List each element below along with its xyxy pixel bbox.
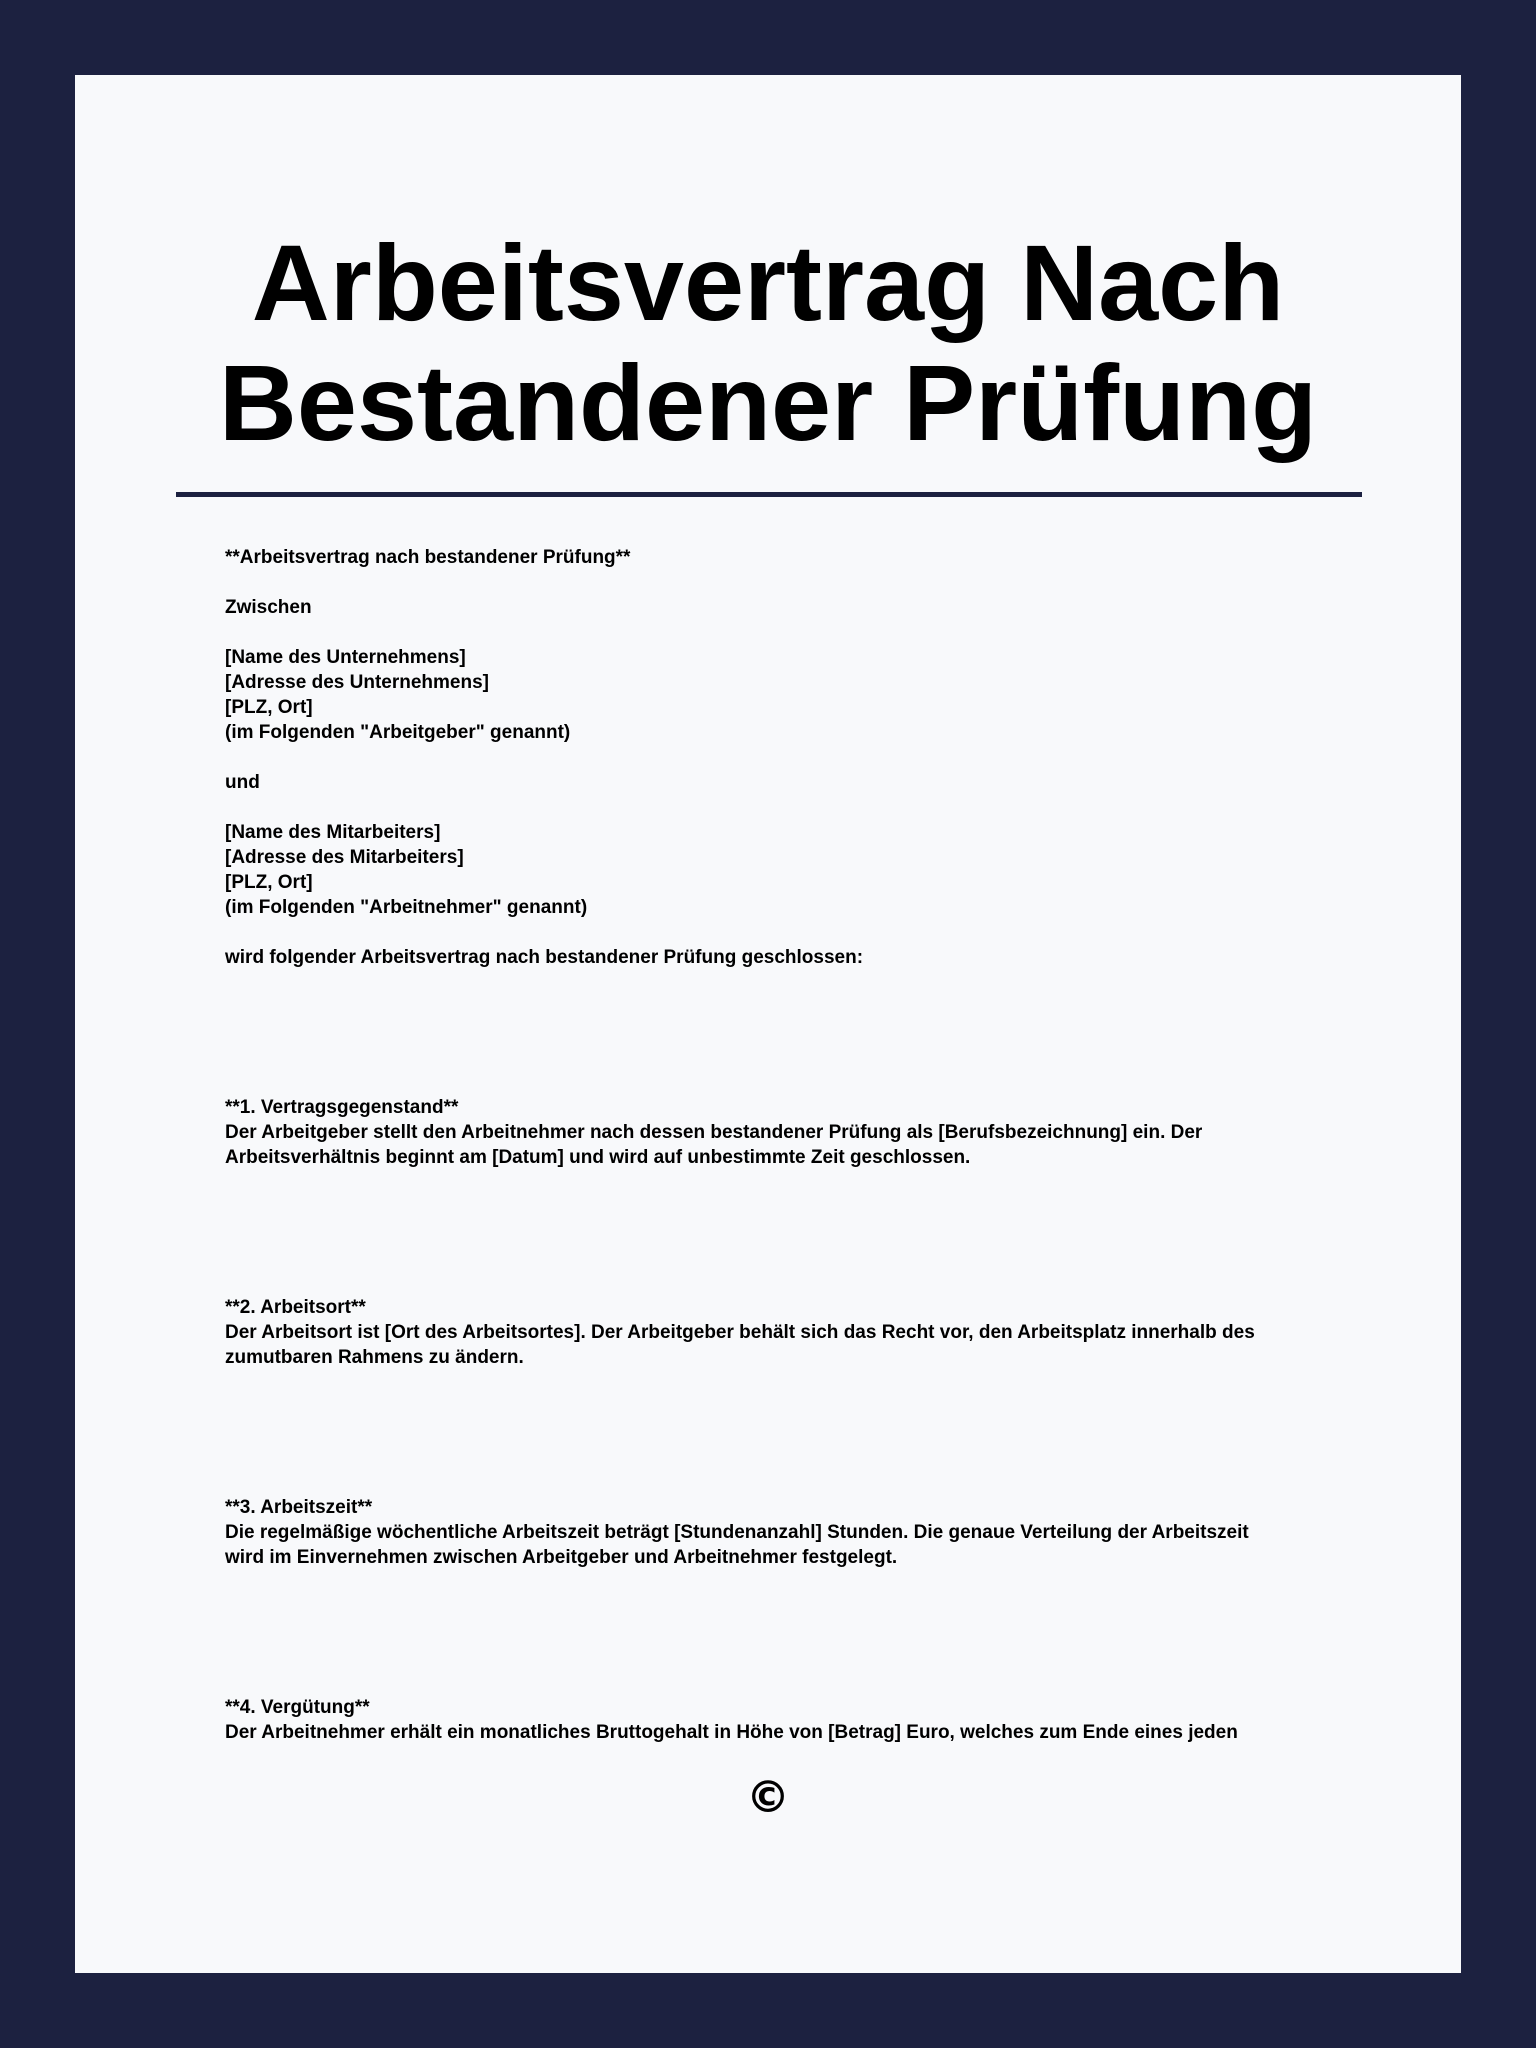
section-text: wird im Einvernehmen zwischen Arbeitgeber und Arbeitnehmer festgelegt. <box>225 1547 898 1568</box>
employer-name: [Name des Unternehmens] <box>225 647 466 668</box>
contract-heading: **Arbeitsvertrag nach bestandener Prüfung** <box>225 547 631 568</box>
copyright-icon: © <box>746 1772 790 1823</box>
employer-role: (im Folgenden "Arbeitgeber" genannt) <box>225 722 571 743</box>
section-text: Der Arbeitsort ist [Ort des Arbeitsortes]. Der Arbeitgeber behält sich das Recht vor, den Arbeitsplatz innerhalb des <box>225 1322 1255 1343</box>
employee-city: [PLZ, Ort] <box>225 872 313 893</box>
employee-name: [Name des Mitarbeiters] <box>225 822 441 843</box>
section-arbeitszeit <box>225 1495 1375 1570</box>
section-text: Der Arbeitgeber stellt den Arbeitnehmer nach dessen bestandener Prüfung als [Berufsbezeichnung] ein. Der <box>225 1122 1203 1143</box>
and-label: und <box>225 772 260 793</box>
section-heading: **4. Vergütung** <box>225 1697 370 1718</box>
section-verguetung <box>225 1695 1375 1745</box>
employer-city: [PLZ, Ort] <box>225 697 313 718</box>
document-title <box>75 223 1461 463</box>
employee-role: (im Folgenden "Arbeitnehmer" genannt) <box>225 897 588 918</box>
section-heading: **1. Vertragsgegenstand** <box>225 1097 459 1118</box>
section-vertragsgegenstand <box>225 1095 1375 1170</box>
between-label: Zwischen <box>225 597 312 618</box>
contract-body <box>225 545 1375 1745</box>
section-text: zumutbaren Rahmens zu ändern. <box>225 1347 524 1368</box>
section-text: Der Arbeitnehmer erhält ein monatliches Bruttogehalt in Höhe von [Betrag] Euro, welches zum Ende eines jeden <box>225 1722 1238 1743</box>
document-page <box>75 75 1461 1973</box>
section-heading: **2. Arbeitsort** <box>225 1297 366 1318</box>
employee-address: [Adresse des Mitarbeiters] <box>225 847 464 868</box>
section-heading: **3. Arbeitszeit** <box>225 1497 373 1518</box>
contract-intro: wird folgender Arbeitsvertrag nach bestandener Prüfung geschlossen: <box>225 947 864 968</box>
employer-address: [Adresse des Unternehmens] <box>225 672 489 693</box>
title-line-1: Arbeitsvertrag Nach <box>251 222 1285 343</box>
section-arbeitsort <box>225 1295 1375 1370</box>
title-divider <box>176 492 1362 497</box>
section-text: Die regelmäßige wöchentliche Arbeitszeit beträgt [Stundenanzahl] Stunden. Die genaue Verteilung der Arbeitszeit <box>225 1522 1249 1543</box>
title-line-2: Bestandener Prüfung <box>218 342 1318 463</box>
section-text: Arbeitsverhältnis beginnt am [Datum] und wird auf unbestimmte Zeit geschlossen. <box>225 1147 971 1168</box>
